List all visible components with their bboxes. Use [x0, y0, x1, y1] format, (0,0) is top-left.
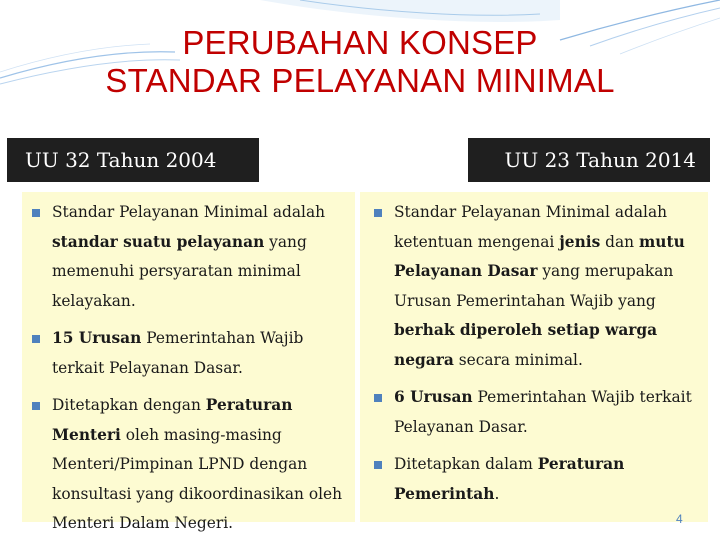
- text-segment: yang merupakan Urusan Pemerintahan Wajib yang: [394, 262, 674, 310]
- square-bullet-icon: [32, 402, 40, 410]
- right-column-panel: [360, 192, 708, 522]
- page-number: 4: [676, 512, 683, 526]
- right-bullet-list: [374, 198, 702, 509]
- text-segment: Ditetapkan dalam: [394, 455, 538, 473]
- text-segment: Standar Pelayanan Minimal adalah: [52, 203, 326, 221]
- bullet-item: [32, 391, 349, 539]
- text-segment: Pemerintahan Wajib terkait Pelayanan Dasar.: [52, 329, 304, 377]
- text-segment: Standar Pelayanan Minimal adalah ketentuan mengenai: [394, 203, 668, 251]
- title-line-2: STANDAR PELAYANAN MINIMAL: [105, 62, 615, 99]
- bold-text-segment: Peraturan Pemerintah: [394, 455, 625, 503]
- bullet-item: [374, 198, 702, 375]
- bullet-item: [374, 383, 702, 442]
- slide-title: [0, 24, 720, 100]
- text-segment: .: [494, 484, 500, 503]
- title-line-1: PERUBAHAN KONSEP: [182, 24, 538, 61]
- left-column-header: UU 32 Tahun 2004: [7, 138, 259, 182]
- text-segment: Pemerintahan Wajib terkait Pelayanan Dasar.: [394, 388, 692, 436]
- square-bullet-icon: [32, 335, 40, 343]
- text-segment: Ditetapkan dengan: [52, 396, 206, 414]
- bullet-item: [32, 198, 349, 316]
- right-column-header: UU 23 Tahun 2014: [468, 138, 710, 182]
- square-bullet-icon: [32, 209, 40, 217]
- bullet-item: [374, 450, 702, 509]
- bold-text-segment: mutu Pelayanan Dasar: [394, 232, 685, 280]
- square-bullet-icon: [374, 461, 382, 469]
- bold-text-segment: 6 Urusan: [394, 388, 473, 406]
- bullet-item: [32, 324, 349, 383]
- text-segment: secara minimal.: [453, 350, 583, 369]
- bold-text-segment: Peraturan Menteri: [52, 396, 293, 444]
- text-segment: yang memenuhi persyaratan minimal kelayakan.: [52, 232, 307, 310]
- square-bullet-icon: [374, 209, 382, 217]
- bold-text-segment: 15 Urusan: [52, 329, 142, 347]
- text-segment: dan: [600, 232, 639, 251]
- left-column-panel: [22, 192, 355, 532]
- square-bullet-icon: [374, 394, 382, 402]
- bold-text-segment: standar suatu pelayanan: [52, 232, 265, 251]
- text-segment: oleh masing-masing Menteri/Pimpinan LPND dengan konsultasi yang dikoordinasikan oleh Menteri Dalam Negeri.: [52, 425, 343, 532]
- bold-text-segment: jenis: [559, 232, 601, 251]
- left-bullet-list: [32, 198, 349, 539]
- bold-text-segment: berhak diperoleh setiap warga negara: [394, 321, 658, 369]
